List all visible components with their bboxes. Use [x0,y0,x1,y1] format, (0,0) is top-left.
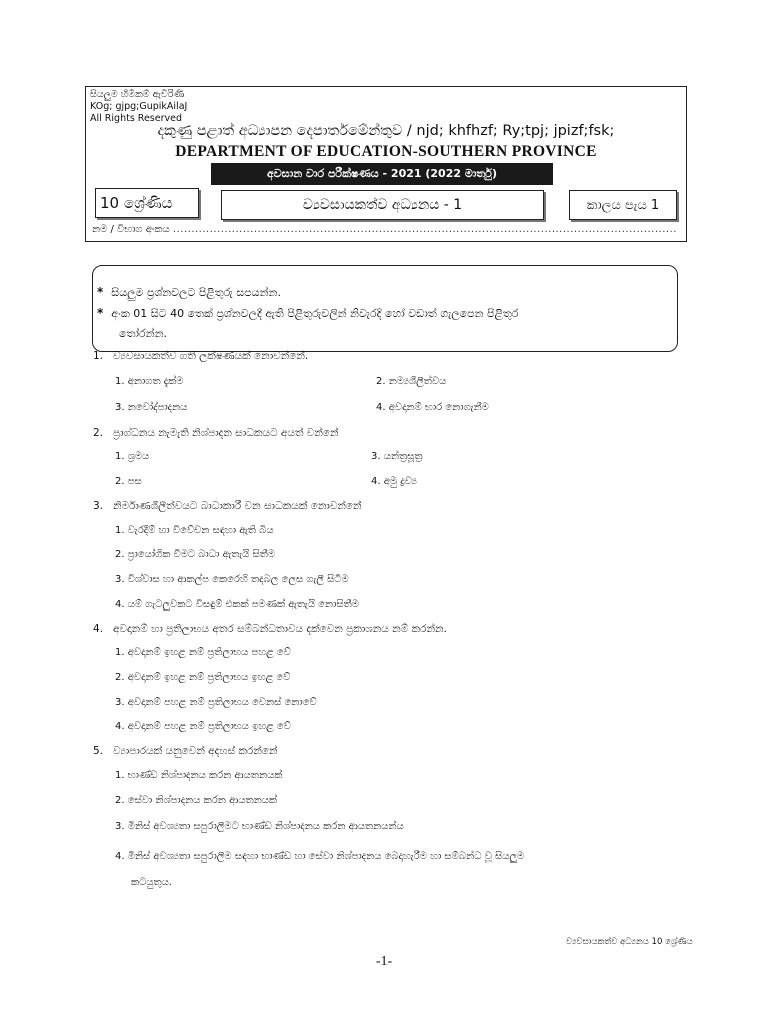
name-index-label: නම / විභාග අංකය [92,224,170,235]
question-4 [93,623,447,636]
exam-title-bar: අවසාන වාර පරීක්ෂණය - 2021 (2022 මාර්තු) [211,163,553,185]
instruction-2-text: අංක 01 සිට 40 තෙක් ප්‍රශ්නවලදී ඇති පිළිතුරුවලින් නිවැරදි හෝ වඩාත් ගැලපෙන පිළිතුර [111,307,519,320]
instruction-1 [97,285,281,300]
name-index-line [92,224,677,235]
question-number: 5. [93,745,104,757]
q3-option-4: 4. යම් ගැටලුවකට විසඳුම් එකක් පමණක් ඇතැයි නොසිතීම [115,599,359,610]
question-text: නිර්මාණශීලීත්වයට බාධාකාරී වන සාධකයක් නොවන්නේ [113,500,362,512]
q4-option-1: 1. අවදානම් ඉහළ නම් ප්‍රතිලාභය පහළ වේ [115,647,291,658]
q5-option-3: 3. මිනිස් අවශ්‍යතා සපුරාලීමට භාණ්ඩ නිශ්පාදනය කරන ආයතනයන්ය [115,821,404,832]
question-text: ප්‍රාග්ධනය නැමැති නිශ්පාදන සාධකයට අයත් වන්නේ [113,427,339,439]
question-1 [93,350,308,363]
q2-option-2: 2. පස [115,476,142,487]
question-number: 2. [93,427,104,439]
rights-notice [90,89,187,125]
q4-option-4: 4. අවදානම් පහළ නම් ප්‍රතිලාභය ඉහළ වේ [115,721,291,732]
question-text: ව්‍යාපාරයක් යනුවෙන් අදහස් කරන්නේ [113,745,278,757]
subject-label: ව්‍යවසායකත්ව අධ්‍යනය - 1 [221,190,544,220]
q5-option-1: 1. භාණ්ඩ නිශ්පාදනය කරන ආයතනයක් [115,770,283,781]
department-name-local: දකුණු පළාත් අධ්‍යාපන දෙපාර්තමේන්තුව / njd; khfhzf; Ry;tpj; jpizf;fsk; [157,123,615,139]
q5-option-4-cont: කටයුතුය. [131,877,172,888]
instruction-1-text: සියලුම ප්‍රශ්නවලට පිළිතුරු සපයන්න. [111,286,281,299]
page-number: -1- [375,954,393,969]
q2-option-1: 1. ශ්‍රමය [115,451,150,462]
rights-line-tamil: KOg; gjpg;GupikAilaJ [90,101,188,112]
q3-option-2: 2. ප්‍රායෝගික වීමට බාධා ඇතැයි සිතීම [115,549,276,560]
header-box [85,86,687,242]
rights-line-sinhala: සියලුම හිමිකම් ඇවිරිණි [90,89,185,100]
q2-option-3: 3. යන්ත්‍රසූත්‍ර [371,451,423,462]
q3-option-1: 1. වැරදීම් හා විවේචන සඳහා ඇති බිය [115,525,274,536]
q5-option-4: 4. මිනිස් අවශ්‍යතා සපුරාලීම සඳහා භාණ්ඩ හා සේවා නිශ්පාදනය බෙදාහැරීම හා සම්බන්ධ වූ සියලුම [115,851,525,862]
instruction-2-cont: තෝරන්න. [119,327,168,340]
q1-option-2: 2. නම්‍යශීලීත්වය [376,376,447,387]
instructions-box [92,265,678,352]
q4-option-3: 3. අවදානම් පහළ නම් ප්‍රතිලාභය වෙනස් නොවේ [115,697,317,708]
bullet-icon: * [97,285,104,299]
q1-option-1: 1. අනාගත දැක්ම [115,376,184,387]
question-text: අවදානම් හා ප්‍රතිලාභය අතර සම්බන්ධතාවය දක්වෙන ප්‍රකාශනය නම් කරන්න. [113,623,447,635]
time-label: කාලය පැය 1 [569,190,677,220]
question-number: 4. [93,623,104,635]
q3-option-3: 3. විශ්වාස හා ආකල්ප කෙරෙහි තදබල ලෙස ගැලී සිටීම [115,574,349,585]
grade-label: 10 ශ්‍රේණිය [95,188,199,218]
department-name-english: DEPARTMENT OF EDUCATION-SOUTHERN PROVINCE [175,143,597,160]
q4-option-2: 2. අවදානම් ඉහළ නම් ප්‍රතිලාභය ඉහළ වේ [115,672,291,683]
question-3 [93,500,362,513]
question-number: 1. [93,350,104,362]
q1-option-4: 4. අවදානම් භාර නොගැනීම [376,402,489,413]
q1-option-3: 3. නවෝද්පාදනය [115,402,188,413]
question-number: 3. [93,500,104,512]
question-text: ව්‍යවසායකත්ව ගති ලක්ෂණයක් නොවන්නේ. [113,350,309,362]
question-5 [93,745,278,758]
name-index-dots: ......................................................................................................................................... [172,224,677,235]
instruction-2 [97,306,518,321]
question-2 [93,427,339,440]
q2-option-4: 4. අමු ද්‍රව්‍ය [371,476,417,487]
bullet-icon: * [97,306,104,320]
q5-option-2: 2. සේවා නිශ්පාදනය කරන ආයතනයක් [115,795,278,806]
rights-line-english: All Rights Reserved [90,113,182,124]
footer-subject-note: ව්‍යවසායකත්ව අධ්‍යනය 10 ශ්‍රේණිය [566,937,693,947]
